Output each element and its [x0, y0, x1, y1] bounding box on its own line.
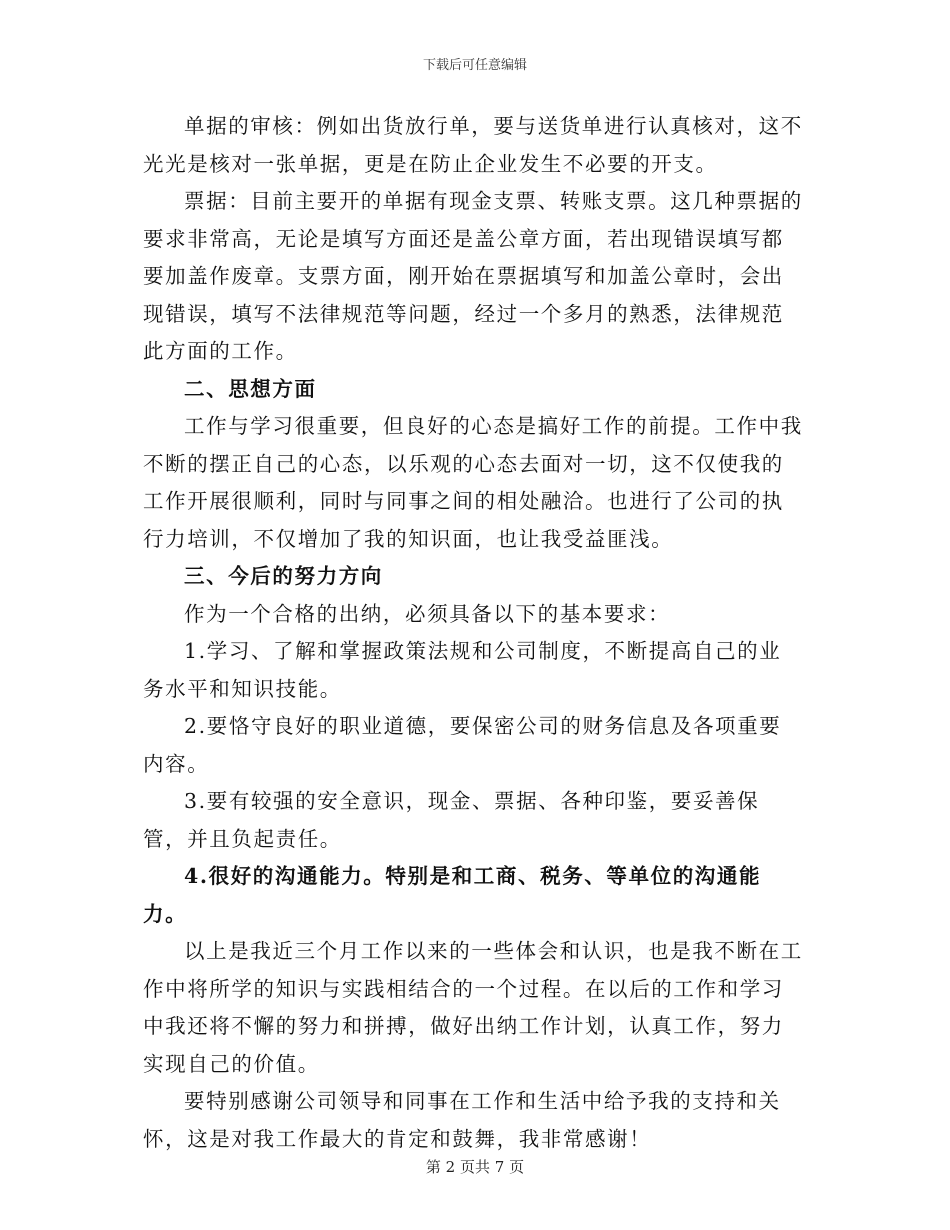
list-item-4: 4.很好的沟通能力。特别是和工商、税务、等单位的沟通能力。 — [143, 864, 762, 926]
paragraph-summary: 以上是我近三个月工作以来的一些体会和认识，也是我不断在工作中将所学的知识与实践相结合的一个过程。在以后的工作和学习中我还将不懈的努力和拼搏，做好出纳工作计划，认真工作，努力实现自己的价值。 — [143, 939, 803, 1076]
section-heading-thinking: 二、思想方面 — [184, 376, 317, 401]
section-heading-future-direction: 三、今后的努力方向 — [184, 564, 383, 588]
paragraph-mindset: 工作与学习很重要，但良好的心态是搞好工作的前提。工作中我不断的摆正自己的心态，以乐观的心态去面对一切，这不仅使我的工作开展很顺利，同时与同事之间的相处融洽。也进行了公司的执行力培训，不仅增加了我的知识面，也让我受益匪浅。 — [143, 414, 803, 551]
list-item-1: 1.学习、了解和掌握政策法规和公司制度，不断提高自己的业务水平和知识技能。 — [143, 639, 782, 701]
list-item-2: 2.要恪守良好的职业道德，要保密公司的财务信息及各项重要内容。 — [143, 714, 782, 776]
paragraph-document-review: 单据的审核：例如出货放行单，要与送货单进行认真核对，这不光光是核对一张单据，更是在防止企业发生不必要的开支。 — [143, 114, 803, 176]
paragraph-requirements-intro: 作为一个合格的出纳，必须具备以下的基本要求： — [184, 601, 671, 626]
list-item-3: 3.要有较强的安全意识，现金、票据、各种印鉴，要妥善保管，并且负起责任。 — [143, 789, 760, 851]
page-number: 第 2 页共 7 页 — [425, 1158, 525, 1176]
paragraph-bills: 票据：目前主要开的单据有现金支票、转账支票。这几种票据的要求非常高，无论是填写方面还是盖公章方面，若出现错误填写都要加盖作废章。支票方面，刚开始在票据填写和加盖公章时，会出现错误，填写不法律规范等问题，经过一个多月的熟悉，法律规范此方面的工作。 — [143, 189, 803, 363]
page-header: 下载后可任意编辑 — [422, 58, 527, 73]
paragraph-thanks: 要特别感谢公司领导和同事在工作和生活中给予我的支持和关怀，这是对我工作最大的肯定和鼓舞，我非常感谢！ — [143, 1089, 781, 1151]
document-body — [143, 108, 803, 1158]
